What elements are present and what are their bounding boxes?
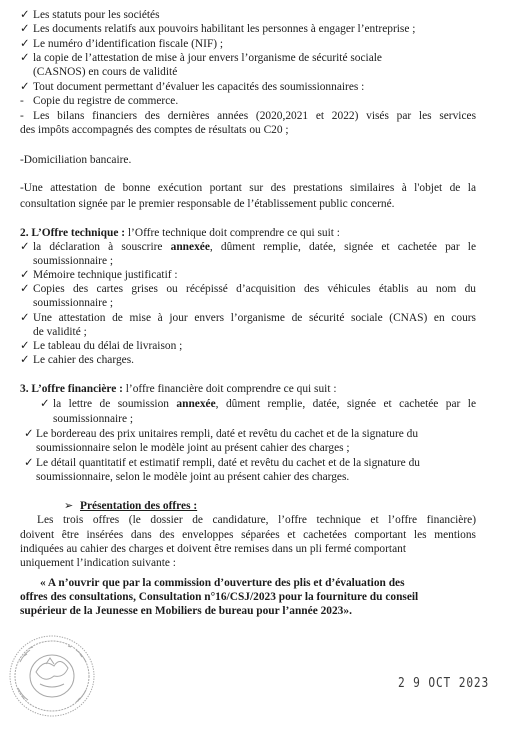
official-seal-icon [6,632,98,720]
checkmark-icon: ✓ [20,283,30,295]
checkmark-icon: ✓ [20,340,30,352]
checkmark-icon: ✓ [20,241,30,253]
checkmark-icon: ✓ [20,269,30,281]
dash-icon: - [20,95,24,107]
checkmark-icon: ✓ [24,428,34,440]
dash-icon: - [20,110,24,122]
checkmark-icon: ✓ [20,312,30,324]
checkmark-icon: ✓ [20,52,30,64]
arrow-bullet-icon: ➢ [64,500,74,512]
checkmark-icon: ✓ [20,81,30,93]
checkmark-icon: ✓ [20,23,30,35]
checkmark-icon: ✓ [20,38,30,50]
checkmark-icon: ✓ [24,457,34,469]
date-stamp: 2 9 OCT 2023 [398,676,490,691]
checkmark-icon: ✓ [40,398,50,410]
checkmark-icon: ✓ [20,354,30,366]
checkmark-icon: ✓ [20,9,30,21]
